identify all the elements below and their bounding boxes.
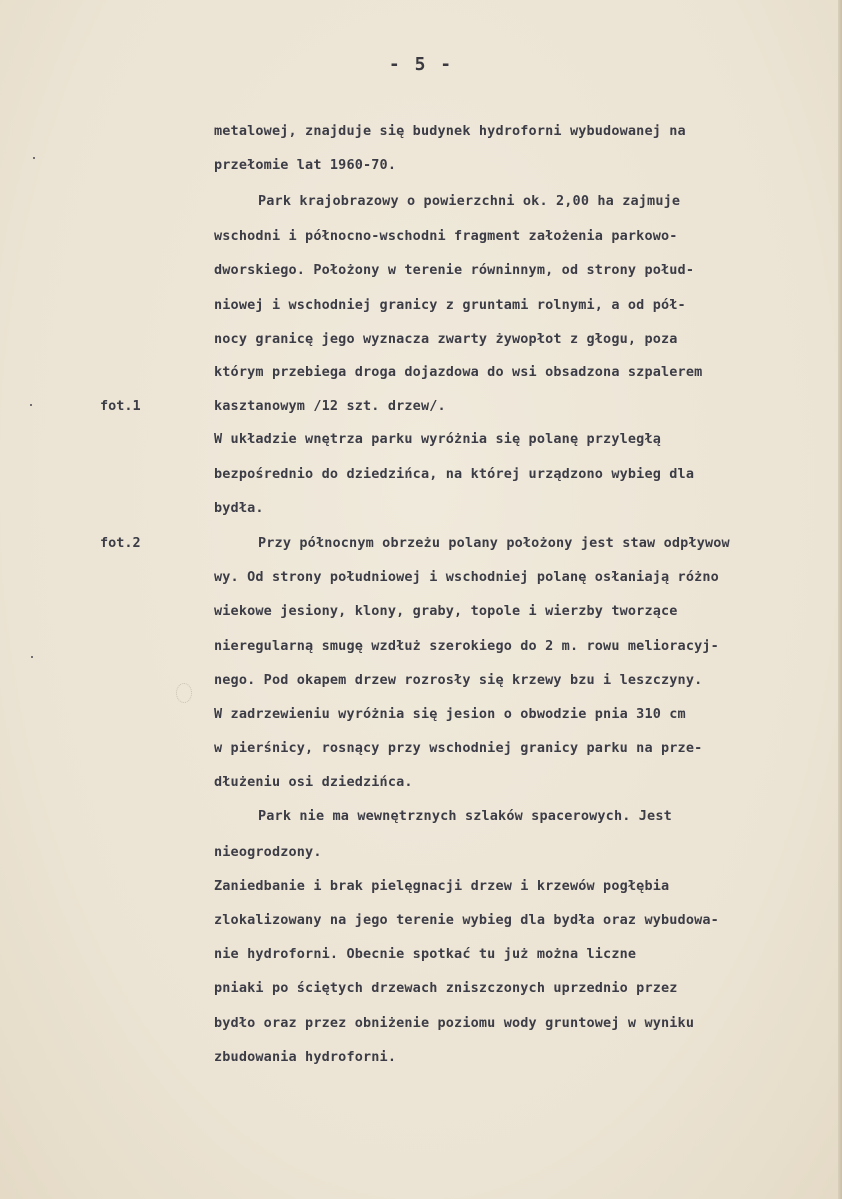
- text-line: Zaniedbanie i brak pielęgnacji drzew i krzewów pogłębia: [214, 878, 670, 894]
- text-line: zlokalizowany na jego terenie wybieg dla bydła oraz wybudowa-: [214, 912, 719, 928]
- text-line: nie hydroforni. Obecnie spotkać tu już można liczne: [214, 946, 637, 962]
- text-line: kasztanowym /12 szt. drzew/.: [214, 398, 446, 414]
- page-number: - 5 -: [388, 54, 454, 75]
- text-line: nocy granicę jego wyznacza zwarty żywopłot z głogu, poza: [214, 331, 678, 347]
- margin-mark: [30, 404, 32, 406]
- text-line: niowej i wschodniej granicy z gruntami rolnymi, a od pół-: [214, 297, 686, 313]
- text-line: dworskiego. Położony w terenie równinnym, od strony połud-: [214, 262, 695, 278]
- text-line: przełomie lat 1960-70.: [214, 157, 397, 173]
- text-line: metalowej, znajduje się budynek hydroforni wybudowanej na: [214, 123, 686, 139]
- text-line: zbudowania hydroforni.: [214, 1049, 397, 1065]
- text-line: bydła.: [214, 500, 264, 516]
- text-line: wschodni i północno-wschodni fragment założenia parkowo-: [214, 228, 678, 244]
- text-line: wiekowe jesiony, klony, graby, topole i wierzby tworzące: [214, 603, 678, 619]
- text-line: dłużeniu osi dziedzińca.: [214, 774, 413, 790]
- paper-stain: [176, 683, 192, 703]
- text-line: Park nie ma wewnętrznych szlaków spacerowych. Jest: [258, 808, 672, 824]
- text-line: nieregularną smugę wzdłuż szerokiego do 2 m. rowu melioracyj-: [214, 638, 719, 654]
- margin-mark: [31, 656, 33, 658]
- margin-note-fot2: fot.2: [100, 535, 141, 551]
- text-line: bydło oraz przez obniżenie poziomu wody gruntowej w wyniku: [214, 1015, 695, 1031]
- text-line: którym przebiega droga dojazdowa do wsi obsadzona szpalerem: [214, 364, 703, 380]
- text-line: pniaki po ściętych drzewach zniszczonych uprzednio przez: [214, 980, 678, 996]
- text-line: wy. Od strony południowej i wschodniej polanę osłaniają różno: [214, 569, 719, 585]
- text-line: nieogrodzony.: [214, 844, 322, 860]
- text-line: Park krajobrazowy o powierzchni ok. 2,00 ha zajmuje: [258, 193, 681, 209]
- margin-note-fot1: fot.1: [100, 398, 141, 414]
- text-line: W układzie wnętrza parku wyróżnia się polanę przyległą: [214, 431, 661, 447]
- margin-mark: [33, 157, 35, 159]
- text-line: nego. Pod okapem drzew rozrosły się krzewy bzu i leszczyny.: [214, 672, 703, 688]
- text-line: W zadrzewieniu wyróżnia się jesion o obwodzie pnia 310 cm: [214, 706, 686, 722]
- text-line: Przy północnym obrzeżu polany położony jest staw odpływow: [258, 535, 730, 551]
- text-line: w pierśnicy, rosnący przy wschodniej granicy parku na prze-: [214, 740, 703, 756]
- page-edge: [838, 0, 842, 1199]
- text-line: bezpośrednio do dziedzińca, na której urządzono wybieg dla: [214, 466, 695, 482]
